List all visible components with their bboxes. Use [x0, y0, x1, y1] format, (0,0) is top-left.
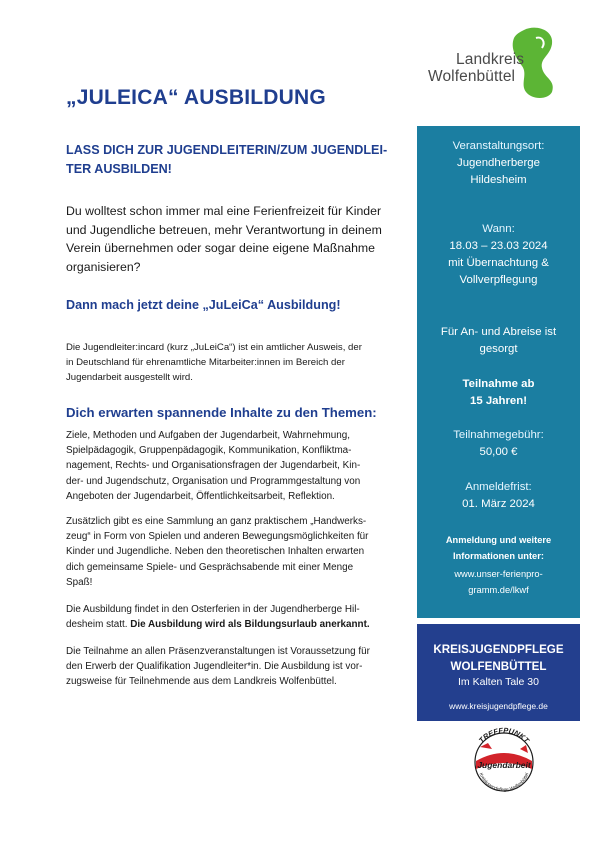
requirement-line: zugsweise für Teilnehmende aus dem Landkreis Wolfenbüttel.	[66, 676, 337, 688]
topics-line: der- und Jugendschutz, Organisation und Programmgestaltung von	[66, 475, 361, 487]
venue-line: Jugendherberge	[457, 157, 540, 169]
contact-box	[417, 624, 580, 721]
when-line: 18.03 – 23.03 2024	[449, 240, 548, 252]
landkreis-logo	[414, 22, 564, 102]
org-line: KREISJUGENDPFLEGE	[433, 643, 564, 656]
juleica-info	[66, 340, 411, 385]
info-line: Die Jugendleiter:incard (kurz „JuLeiCa“) ist ein amtlicher Ausweis, der	[66, 342, 362, 353]
when-line: mit Übernachtung &	[448, 257, 549, 269]
age-line: Teilnahme ab	[462, 378, 535, 390]
website-link[interactable]: www.kreisjugendpflege.de	[449, 701, 548, 711]
extra-line: Spaß!	[66, 576, 93, 588]
age-line: 15 Jahren!	[470, 395, 527, 407]
page-title: „JULEICA“ AUSBILDUNG	[66, 86, 326, 109]
topics-line: Spielpädagogik, Gruppenpädagogik, Kommunikation, Konfliktma-	[66, 445, 352, 457]
location-line	[66, 617, 411, 632]
deadline-label: Anmeldefrist:	[465, 481, 532, 493]
org-name	[417, 641, 580, 675]
treffpunkt-badge	[466, 727, 542, 793]
subtitle-line: LASS DICH ZUR JUGENDLEITERIN/ZUM JUGENDLEI-	[66, 143, 388, 157]
org-line: WOLFENBÜTTEL	[450, 660, 547, 673]
registration-line: Anmeldung und weitere	[445, 535, 552, 545]
requirement-line: den Erwerb der Qualifikation Jugendleiter*in. Die Ausbildung ist vor-	[66, 661, 363, 673]
call-to-action: Dann mach jetzt deine „JuLeiCa“ Ausbildung!	[66, 298, 341, 312]
intro-line: Du wolltest schon immer mal eine Ferienfreizeit für Kinder	[66, 204, 382, 218]
extra-line: Kinder und Jugendliche. Neben den theoretischen Inhalten erwarten	[66, 546, 365, 558]
badge-bottom-text: Kreisjugendpflege Wolfenbüttel	[478, 772, 530, 793]
travel-line: Für An- und Abreise ist	[440, 326, 557, 338]
registration-link[interactable]: www.unser-ferienpro-	[454, 569, 543, 579]
location-normal-text: desheim statt.	[66, 619, 131, 631]
intro-paragraph	[66, 202, 411, 276]
topics-heading: Dich erwarten spannende Inhalte zu den Themen:	[66, 405, 377, 420]
location-paragraph	[66, 602, 411, 632]
intro-line: und Jugendliche betreuen, mehr Verantwortung in deinem	[66, 222, 382, 237]
requirement-paragraph	[66, 644, 411, 690]
venue-line: Hildesheim	[470, 174, 527, 186]
logo-line-2: Wolfenbüttel	[428, 68, 516, 85]
extra-paragraph	[66, 514, 411, 590]
treffpunkt-logo-icon	[466, 727, 542, 793]
location-line: Die Ausbildung findet in den Osterferien in der Jugendherberge Hil-	[66, 604, 360, 615]
extra-line: Zusätzlich gibt es eine Sammlung an ganz praktischem „Handwerks-	[66, 516, 367, 527]
topics-line: Angeboten der Jugendarbeit, Öffentlichkeitsarbeit, Reflektion.	[66, 490, 335, 502]
topics-line: nagement, Rechts- und Organisationsfragen der Jugendarbeit, Kin-	[66, 460, 361, 472]
badge-middle-text: Jugendarbeit	[477, 760, 531, 770]
badge-top-text: TREFFPUNKT	[476, 727, 532, 745]
deadline-value: 01. März 2024	[462, 498, 535, 510]
info-line: Jugendarbeit ausgestellt wird.	[66, 372, 193, 383]
fee-label: Teilnahmegebühr:	[453, 429, 544, 441]
requirement-line: Die Teilnahme an allen Präsenzveranstaltungen ist Voraussetzung für	[66, 646, 370, 657]
subtitle	[66, 141, 411, 179]
topics-line: Ziele, Methoden und Aufgaben der Jugendarbeit, Wahrnehmung,	[66, 430, 351, 441]
extra-line: zeug“ in Form von Spielen und anderen Bewegungsmöglichkeiten für	[66, 531, 369, 543]
logo-line-1: Landkreis	[456, 51, 525, 68]
info-sidebar	[417, 126, 580, 618]
venue-label: Veranstaltungsort:	[452, 140, 545, 152]
intro-line: organisieren?	[66, 259, 141, 274]
intro-line: Verein übernehmen oder sogar deine eigene Maßnahme	[66, 241, 375, 255]
when-label: Wann:	[482, 223, 515, 235]
travel-line: gesorgt	[479, 343, 518, 355]
info-line: in Deutschland für ehrenamtliche Mitarbeiter:innen im Bereich der	[66, 357, 345, 368]
bildungsurlaub-note: Die Ausbildung wird als Bildungsurlaub anerkannt.	[130, 619, 370, 631]
topics-paragraph	[66, 428, 411, 504]
registration-line: Informationen unter:	[453, 551, 544, 561]
fee-value: 50,00 €	[479, 446, 518, 458]
extra-line: dich gemeinsame Spiele- und Gesprächsabende mit einer Menge	[66, 561, 354, 573]
registration-link[interactable]: gramm.de/lkwf	[468, 585, 529, 595]
subtitle-line: TER AUSBILDEN!	[66, 162, 172, 176]
street-address: Im Kalten Tale 30	[458, 676, 539, 688]
when-line: Vollverpflegung	[459, 274, 538, 286]
